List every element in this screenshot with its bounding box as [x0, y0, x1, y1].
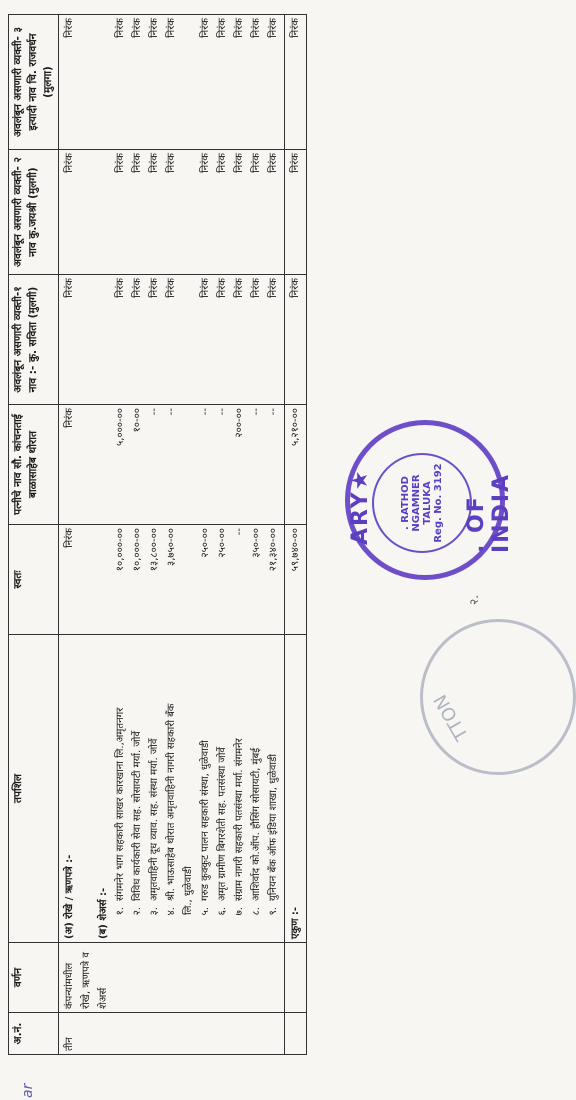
share-item — [231, 638, 248, 939]
share-dep-value: निरंक — [166, 153, 177, 173]
share-item — [129, 638, 146, 939]
col-header-self: स्वतः — [9, 525, 59, 635]
share-self-value: २१,३४०-०० — [268, 528, 279, 572]
total-label: एकुण :- — [285, 635, 307, 943]
share-name: आशिर्वाद को.ऑप. हौसिंग सोसायटी, मुंबई — [251, 747, 262, 901]
share-name: संग्राम नागरी सहकारी पतसंस्था मर्या. संगमनेर — [234, 738, 245, 901]
spacer — [180, 153, 197, 271]
share-dep-value: निरंक — [234, 278, 245, 298]
total-wife: ५,२१०-०० — [285, 405, 307, 525]
share-dep-value: निरंक — [217, 278, 228, 298]
col-header-details: तपशिल — [9, 635, 59, 943]
share-dep-value: निरंक — [132, 278, 143, 298]
share-dep-value: निरंक — [132, 18, 143, 38]
section-a-label: (अ) रोखे / ऋणपत्रे :- — [64, 854, 75, 939]
share-name: संगमनेर भाग सहकारी साखर कारखाना लि.,अमृतनगर — [115, 707, 126, 901]
share-item — [112, 638, 129, 939]
share-item — [214, 638, 231, 939]
share-dep-value: निरंक — [200, 18, 211, 38]
wife-nil: निरंक — [64, 408, 75, 428]
share-number: २. — [132, 907, 143, 916]
share-self-value: ३,७५०-०० — [166, 528, 177, 566]
col-header-dep1: अवलंबून असणारी व्यक्ती-१ नाव :- कु. सविता (मुलगी) — [9, 275, 59, 405]
share-wife-value: -- — [268, 408, 279, 416]
spacer — [78, 528, 95, 631]
share-dep-value: निरंक — [115, 278, 126, 298]
total-desc — [285, 943, 307, 1013]
share-dep-value: निरंक — [268, 18, 279, 38]
spacer — [180, 278, 197, 401]
share-self-value: -- — [234, 528, 245, 536]
share-dep-value: निरंक — [115, 18, 126, 38]
share-number: ६. — [217, 907, 228, 916]
share-dep-value: निरंक — [234, 153, 245, 173]
col-header-wife: पत्नीचे नाव सौ. कांचनताई बाळासाहेब थोरात — [9, 405, 59, 525]
share-name: विविध कार्यकारी सेवा सह. सोसायटी मर्या. जोर्वे — [132, 731, 143, 901]
share-dep-value: निरंक — [200, 278, 211, 298]
dep2-cell — [59, 150, 285, 275]
spacer — [95, 278, 112, 401]
share-wife-value: -- — [149, 408, 160, 416]
share-name: अमृतवाहिनी दूध व्याव. सह. संस्था मर्या. जोर्वे — [149, 738, 160, 901]
spacer — [78, 278, 95, 401]
share-wife-value: २००-०० — [234, 408, 245, 438]
share-self-value: २५०-०० — [217, 528, 228, 558]
share-dep-value: निरंक — [251, 278, 262, 298]
spacer — [78, 638, 95, 939]
col-header-desc: वर्णन — [9, 943, 59, 1013]
share-number: ३. — [149, 907, 160, 916]
share-dep-value: निरंक — [149, 278, 160, 298]
share-wife-value: -- — [200, 408, 211, 416]
stamp-line-4: Reg. No. 3192 — [433, 463, 444, 543]
stamp-inner-ring — [372, 453, 472, 553]
share-dep-value: निरंक — [234, 18, 245, 38]
stamp-line-1: . RATHOD — [400, 476, 411, 530]
row-sr: तीन — [59, 1013, 285, 1055]
spacer — [95, 408, 112, 521]
table-row — [59, 15, 285, 1055]
share-self-value: २५०-०० — [200, 528, 211, 558]
share-dep-value: निरंक — [200, 153, 211, 173]
share-wife-value: -- — [217, 408, 228, 416]
total-dep2: निरंक — [285, 150, 307, 275]
page-mark: २. — [467, 594, 481, 605]
share-dep-value: निरंक — [149, 18, 160, 38]
share-self-value: १०,०००-०० — [115, 528, 126, 572]
share-number: ८. — [251, 907, 262, 916]
share-dep-value: निरंक — [149, 153, 160, 173]
details-cell — [59, 635, 285, 943]
handwritten-note: ar — [20, 1083, 36, 1098]
share-wife-value: -- — [251, 408, 262, 416]
spacer — [78, 18, 95, 146]
spacer — [180, 18, 197, 146]
notary-stamp — [345, 420, 514, 580]
section-b-label: (ब) शेअर्स :- — [98, 887, 109, 939]
dep3-nil: निरंक — [64, 18, 75, 38]
share-number: ५. — [200, 907, 211, 916]
wife-cell — [59, 405, 285, 525]
spacer — [180, 528, 197, 631]
share-name: श्री. भाऊसाहेब थोरात अमृतवाहिनी नागरी सहकारी बँक — [166, 703, 177, 901]
share-name: गरुड कुक्कुट पालन सहकारी संस्था, धुळेवाडी — [200, 740, 211, 901]
stamp-line-3: TALUKA — [422, 481, 433, 525]
spacer — [78, 153, 95, 271]
faded-stamp-text: TTON — [430, 690, 473, 744]
stamp-line-2: NGAMNER — [411, 474, 422, 532]
share-item — [146, 638, 163, 939]
share-dep-value: निरंक — [217, 153, 228, 173]
share-dep-value: निरंक — [268, 153, 279, 173]
spacer — [95, 153, 112, 271]
share-wife-value: -- — [166, 408, 177, 416]
share-number: ९. — [268, 907, 279, 916]
share-dep-value: निरंक — [251, 18, 262, 38]
share-wife-value: १०-०० — [132, 408, 143, 433]
self-nil: निरंक — [64, 528, 75, 548]
share-self-value: १३,८००-०० — [149, 528, 160, 572]
table-header-row — [9, 15, 59, 1055]
dep1-nil: निरंक — [64, 278, 75, 298]
col-header-dep3: अवलंबून असणारी व्यक्ती- ३ इत्यादी नाव चि. राजवर्धन (मुलगा) — [9, 15, 59, 150]
share-item — [163, 638, 180, 939]
share-wife-value: ५,०००-०० — [115, 408, 126, 446]
share-name: युनियन बँक ऑफ इंडिया शाखा, धुळेवाडी — [268, 754, 279, 901]
self-cell — [59, 525, 285, 635]
spacer — [95, 528, 112, 631]
col-header-sr: अ.नं. — [9, 1013, 59, 1055]
asset-table — [8, 14, 307, 1055]
spacer — [180, 408, 197, 521]
stamp-top-text: ARY★ — [348, 468, 373, 545]
total-self: ५९,७४०-०० — [285, 525, 307, 635]
share-dep-value: निरंक — [251, 153, 262, 173]
share-self-value: ३५०-०० — [251, 528, 262, 558]
share-dep-value: निरंक — [166, 278, 177, 298]
share-dep-value: निरंक — [115, 153, 126, 173]
stamp-bottom-text: . OF INDIA — [464, 472, 514, 553]
share-dep-value: निरंक — [268, 278, 279, 298]
col-header-dep2: अवलंबून असणारी व्यक्ती- २ नाव कु.जयश्री (मुलगी) — [9, 150, 59, 275]
dep2-nil: निरंक — [64, 153, 75, 173]
dep3-cell — [59, 15, 285, 150]
share-item — [197, 638, 214, 939]
share-dep-value: निरंक — [217, 18, 228, 38]
share-number: १. — [115, 907, 126, 916]
total-dep3: निरंक — [285, 15, 307, 150]
share-self-value: १०,०००-०० — [132, 528, 143, 572]
share-dep-value: निरंक — [132, 153, 143, 173]
share-name-cont: लि., धुळेवाडी — [183, 866, 194, 915]
total-row — [285, 15, 307, 1055]
share-item — [248, 638, 265, 939]
faded-round-stamp — [420, 619, 576, 775]
spacer — [78, 408, 95, 521]
share-name: अमृत ग्रामीण बिगरशेती सह. पतसंस्था जोर्वे — [217, 747, 228, 901]
share-dep-value: निरंक — [166, 18, 177, 38]
total-dep1: निरंक — [285, 275, 307, 405]
spacer — [95, 18, 112, 146]
share-number: ४. — [166, 907, 177, 916]
share-number: ७. — [234, 907, 245, 916]
share-item — [265, 638, 282, 939]
dep1-cell — [59, 275, 285, 405]
total-sr — [285, 1013, 307, 1055]
row-desc: कंपन्यांमधील रोखे, ऋणपत्रे व शेअर्स — [59, 943, 285, 1013]
